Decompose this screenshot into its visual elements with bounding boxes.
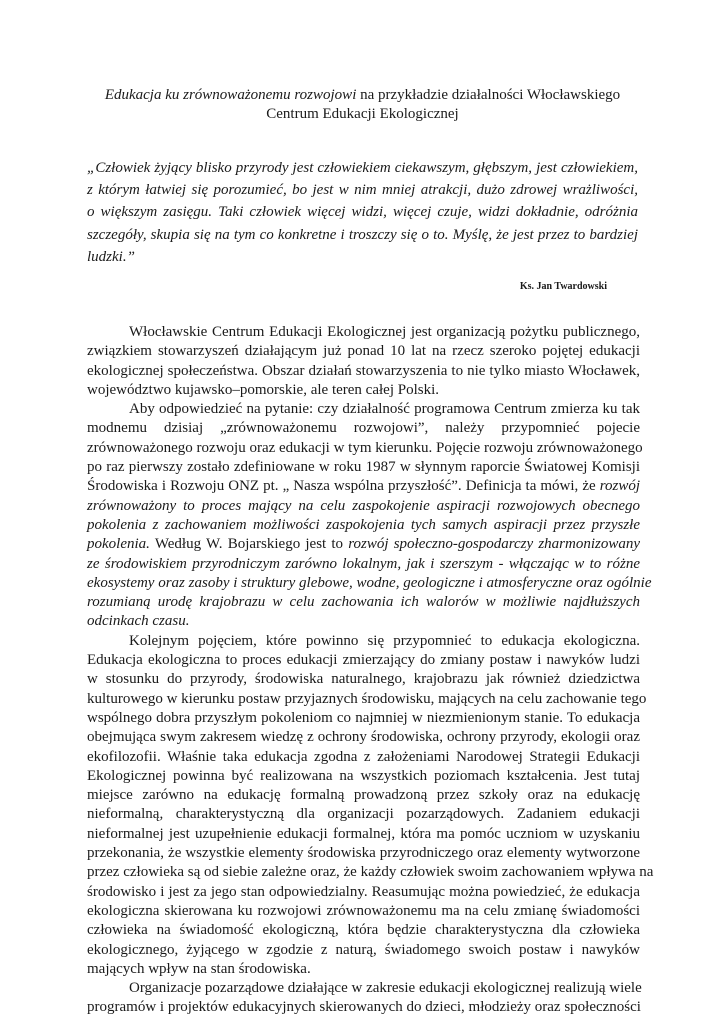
quote-line: ludzki.” xyxy=(87,248,135,265)
text-line xyxy=(87,477,640,496)
text-line: kulturowego w kierunku postaw przyjaznych środowisku, mających na celu zachowanie tego xyxy=(87,690,647,707)
text-line: Włocławskie Centrum Edukacji Ekologicznej jest organizacją pożytku publicznego, xyxy=(129,324,640,340)
text-run-italic: rozwój społeczno-gospodarczy zharmonizowany xyxy=(348,536,640,553)
text-run-italic: rozwój xyxy=(599,478,640,495)
text-line: nieformalną, charakterystyczną dla organizacji pozarządowych. Zadaniem edukacji xyxy=(87,806,640,823)
epigraph-quote xyxy=(87,157,638,268)
text-line: ekologicznego, żyjącego w zgodzie z naturą, świadomego swoich postaw i nawyków xyxy=(87,941,640,958)
text-run: Według W. Bojarskiego jest to xyxy=(149,536,349,553)
text-line: ekologiczna skierowana ku rozwojowi zrównoważonemu ma na celu zmianę świadomości xyxy=(87,902,640,919)
text-line: Edukacja ekologiczna to proces edukacji zmierzający do zmiany postaw i nawyków ludzi xyxy=(87,652,640,669)
text-line: Organizacje pozarządowe działające w zakresie edukacji ekologicznej realizują wiele xyxy=(129,980,642,997)
quote-line: „Człowiek żyjący blisko przyrody jest człowiekiem ciekawszym, głębszym, jest człowiekiem, xyxy=(87,160,638,176)
text-line: ekologicznej społeczeństwa. Obszar działań stowarzyszenia to nie tylko miasto Włocławek, xyxy=(87,362,640,379)
text-run-italic: pokolenia. xyxy=(87,536,150,553)
title-italic: Edukacja ku zrównoważonemu rozwojowi xyxy=(104,87,357,103)
text-line: miejsce zarówno na edukację formalną prowadzoną przez szkoły oraz na edukację xyxy=(87,787,640,804)
text-run-italic: ze środowiskiem przyrodniczym zarówno lokalnym, jak i szerszym - włączając w to różne xyxy=(87,555,640,572)
text-line: związkiem stowarzyszeń działającym już ponad 10 lat na rzecz szeroko pojętej edukacji xyxy=(87,343,640,360)
text-run-italic: rozumianą urodę krajobrazu w celu zachowania ich walorów w możliwie najdłuższych xyxy=(87,594,640,611)
text-line: Kolejnym pojęciem, które powinno się przypomnieć to edukacja ekologiczna. xyxy=(129,632,640,649)
title-line1-rest: na przykładzie działalności Włocławskiego xyxy=(356,87,621,103)
text-line: zrównoważonego rozwoju oraz edukacji w tym kierunku. Pojęcie rozwoju zrównoważonego xyxy=(87,439,643,456)
text-line: wspólnego dobra przyszłym pokoleniom co najmniej w niezmienionym stanie. To edukacja xyxy=(87,709,640,726)
text-line: województwo kujawsko–pomorskie, ale teren całej Polski. xyxy=(87,381,440,398)
text-line: w stosunku do przyrody, środowiska naturalnego, krajobrazu jak również dziedzictwa xyxy=(87,671,640,688)
text-line: środowisko i jest za jego stan odpowiedzialny. Reasumując można powiedzieć, że edukacja xyxy=(87,883,640,900)
text-line: przez człowieka są od siebie zależne oraz, że każdy człowiek swoim zachowaniem wpływa na xyxy=(87,864,654,881)
text-line xyxy=(87,612,640,631)
text-line: człowieka na świadomość ekologiczną, która będzie charakterystyczna dla człowieka xyxy=(87,922,640,939)
text-run-italic: odcinkach czasu. xyxy=(87,613,190,630)
text-line: obejmująca swym zakresem wiedzę z ochrony środowiska, ochrony przyrody, ekologii oraz xyxy=(87,729,640,746)
quote-author: Ks. Jan Twardowski xyxy=(519,281,607,292)
text-line: modnemu dzisiaj „zrównoważonemu rozwojowi”, należy przypomnieć pojecie xyxy=(87,420,640,437)
text-line: Aby odpowiedzieć na pytanie: czy działalność programowa Centrum zmierza ku tak xyxy=(129,401,640,418)
text-line xyxy=(87,497,640,516)
text-line: po raz pierwszy zostało zdefiniowane w roku 1987 w słynnym raporcie Światowej Komisji xyxy=(87,459,640,476)
text-run: Środowiska i Rozwoju ONZ pt. „ Nasza wspólna przyszłość”. Definicja ta mówi, że xyxy=(87,478,600,495)
text-line xyxy=(87,593,640,612)
text-line xyxy=(87,516,640,535)
text-line xyxy=(87,555,640,574)
text-run-italic: pokolenia z zachowaniem możliwości zaspokojenia tych samych aspiracji przez przyszłe xyxy=(87,516,640,533)
text-run-italic: zrównoważony to proces mający na celu zaspokojenie aspiracji rozwojowych obecnego xyxy=(87,497,640,514)
quote-line: o większym zasięgu. Taki człowiek więcej widzi, więcej czuje, widzi dokładnie, odróżnia xyxy=(87,204,638,221)
text-line: nieformalnej jest uzupełnienie edukacji formalnej, która ma pomóc uczniom w uzyskaniu xyxy=(87,825,640,842)
title-line2: Centrum Edukacji Ekologicznej xyxy=(266,106,459,122)
text-run-italic: ekosystemy oraz zasoby i struktury glebowe, wodne, geologiczne i atmosferyczne oraz ogólnie xyxy=(87,574,652,591)
text-line: ekofilozofii. Właśnie taka edukacja zgodna z założeniami Narodowej Strategii Edukacji xyxy=(87,748,640,765)
text-line: mających wpływ na stan środowiska. xyxy=(87,960,311,977)
text-line xyxy=(87,574,652,593)
quote-line: szczegóły, skupia się na tym co konkretne i troszczy się o to. Myślę, że jest przez to bardziej xyxy=(87,226,638,243)
text-line xyxy=(87,535,640,554)
text-line: programów i projektów edukacyjnych skierowanych do dzieci, młodzieży oraz społeczności xyxy=(87,999,641,1016)
text-line: Ekologicznej powinna być realizowana na wszystkich poziomach kształcenia. Jest tutaj xyxy=(87,767,640,784)
quote-line: z którym łatwiej się porozumieć, bo jest w nim mniej atrakcji, dużo zdrowej wrażliwości, xyxy=(87,182,638,199)
body-text xyxy=(87,323,654,1018)
text-line: przekonania, że wszystkie elementy środowiska przyrodniczego oraz elementy wytworzone xyxy=(87,845,640,862)
document-title xyxy=(60,86,665,124)
